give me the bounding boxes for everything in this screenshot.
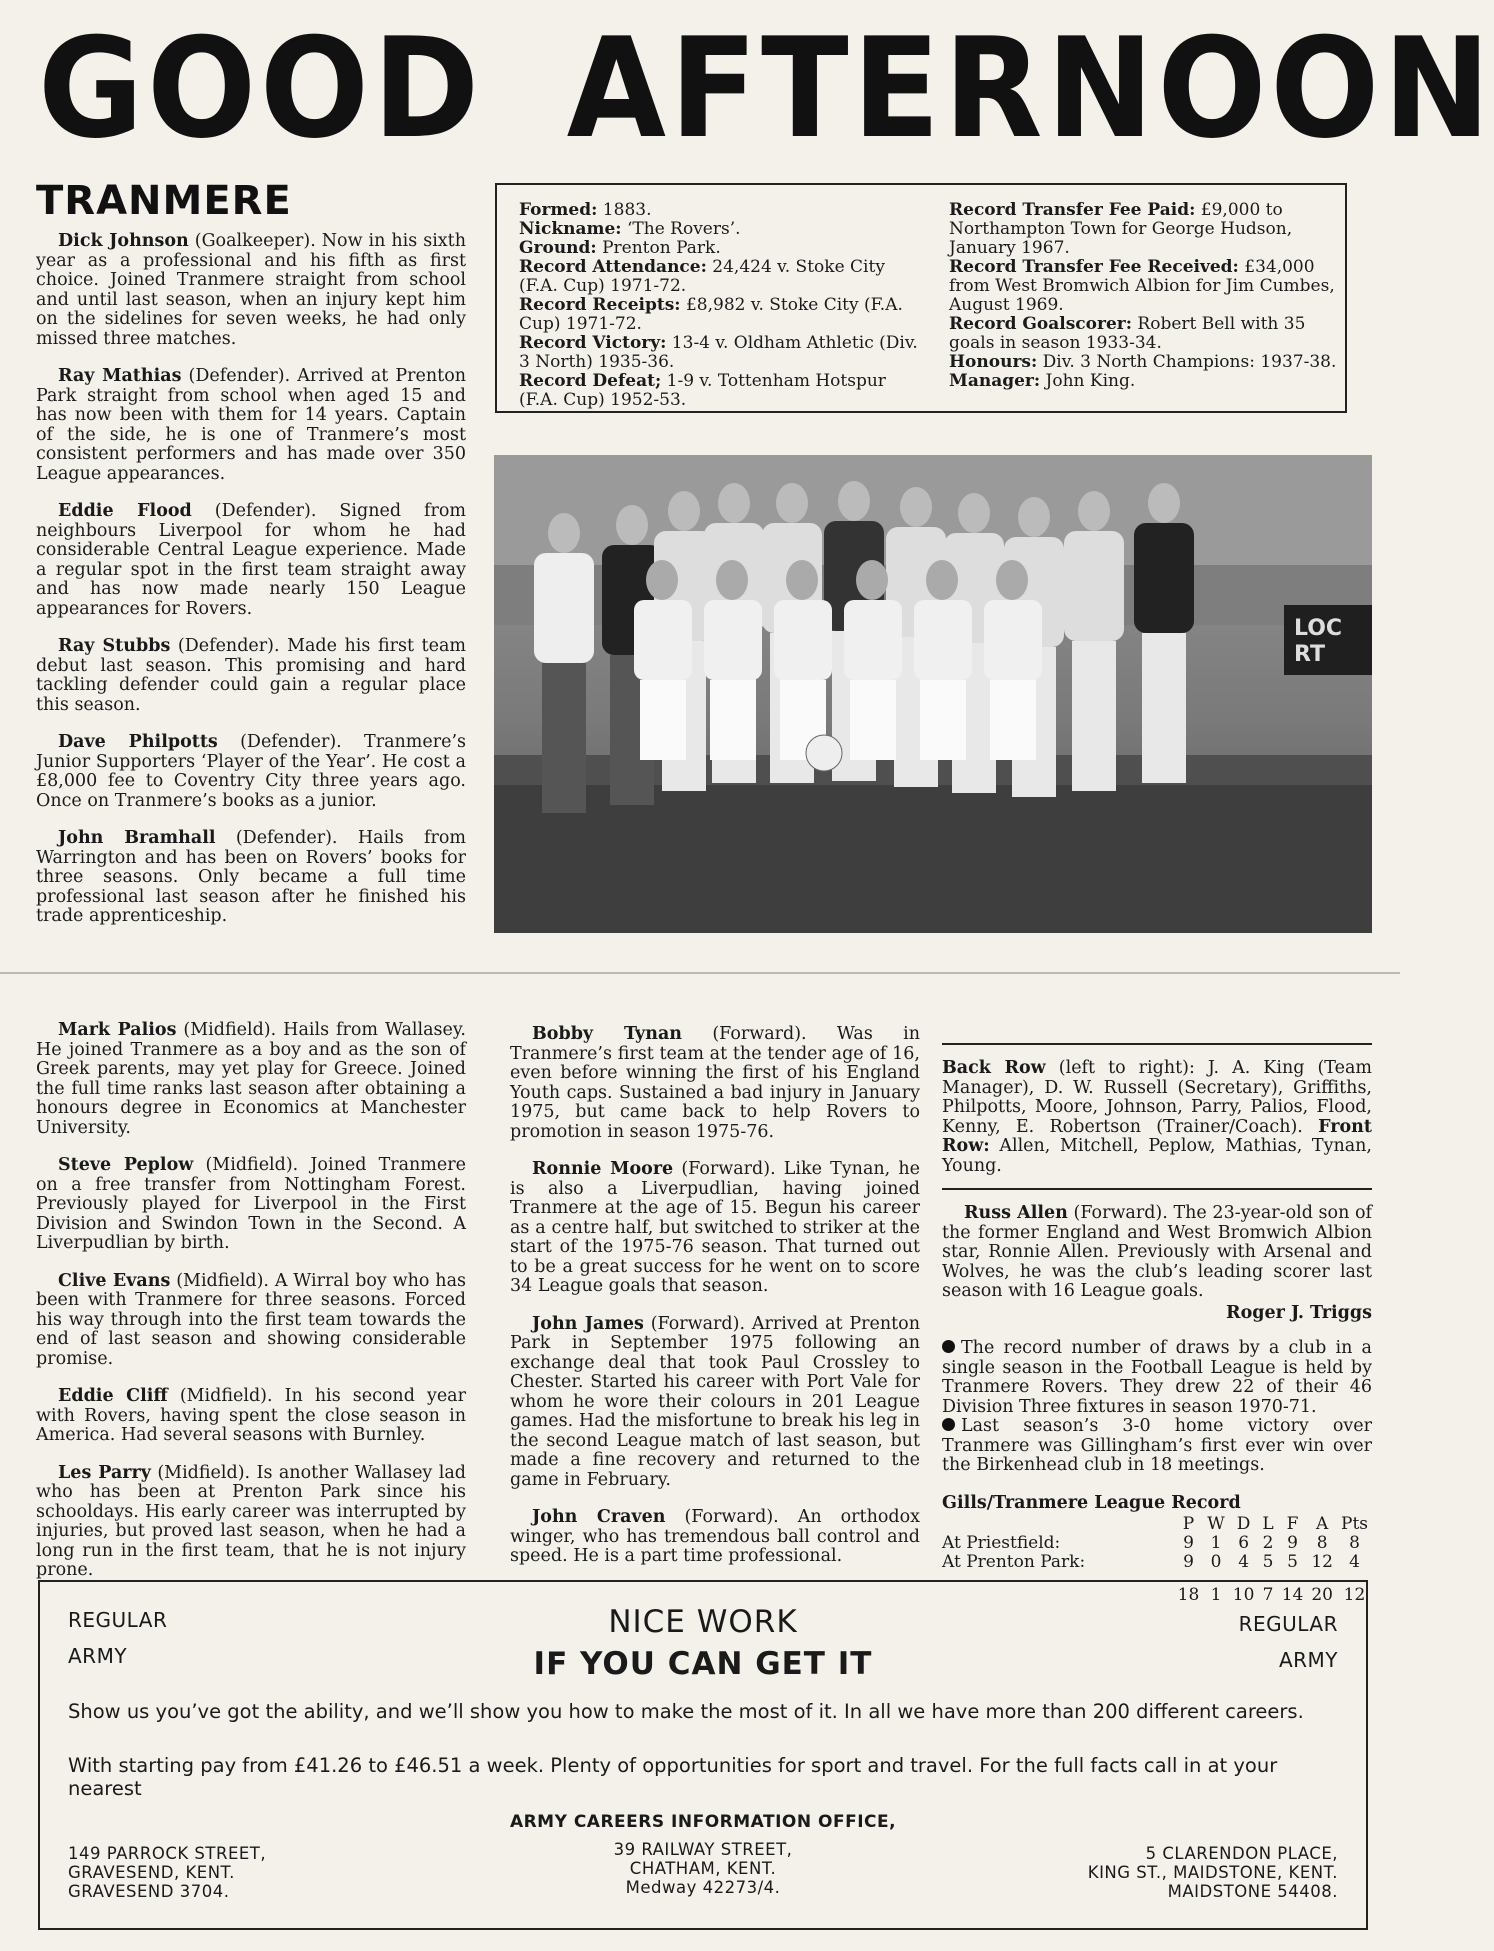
player-name: Ray Stubbs [58,636,171,656]
table-cell: 8 [1316,1533,1328,1553]
players-column-right [942,1035,1372,1605]
player-figure-head [856,560,888,600]
address-line: 5 CLARENDON PLACE, [1145,1844,1338,1863]
fact-value: Div. 3 North Champions: 1937-38. [1037,352,1337,372]
player-name: Les Parry [58,1462,151,1483]
fact-value: Robert Bell with 35 goals in season 1933-34. [949,314,1306,353]
player-text: (Midfield). In his second year with Rovers, having spent the close season in America. Had several seasons with Burnley. [36,1386,466,1445]
player-figure-head [1148,483,1180,523]
fact-label: Record Goalscorer: [949,314,1132,334]
player-bio [36,502,466,619]
table-header-cell: W [1207,1514,1225,1534]
player-text: (Forward). Like Tynan, he is also a Liverpudlian, having joined Tranmere at the age of 15. Begun his career as a centre half, but switched to striker at the start of the 1975-76 season. That turned out to be a great success for he went on to score 34 League goals that season. [510,1159,920,1296]
club-fact [949,353,1339,372]
table-cell: 12 [1311,1552,1333,1572]
player-figure-body [704,600,762,680]
svg-text:RT: RT [1294,642,1325,667]
club-facts-left [519,201,919,410]
club-fact [519,334,919,372]
table-header-cell: A [1316,1514,1329,1534]
ad-headline-1: NICE WORK [608,1604,798,1640]
caption-top-rule [942,1043,1372,1045]
fact-value: 13-4 v. Oldham Athletic (Div. 3 North) 1935-36. [519,333,918,372]
fact-label: Record Transfer Fee Paid: [949,200,1196,220]
headline-word-1: GOOD [38,8,483,169]
player-bio [36,1387,466,1446]
team-photo [494,455,1372,933]
fact-label: Record Receipts: [519,295,681,315]
ad-body-2: With starting pay from £41.26 to £46.51 a week. Plenty of opportunities for sport and travel. For the full facts call in at your nearest [68,1754,1278,1800]
fact-label: Record Transfer Fee Received: [949,257,1239,277]
player-text: (Forward). Arrived at Prenton Park in September 1975 following an exchange deal that took Paul Crossley to Chester. Started his career with Port Vale for whom he wore their colours in 201 League games. Had the misfortune to break his leg in the second League match of last season, but made a fine recovery and returned to the game in February. [510,1313,920,1490]
table-cell: 12 [1343,1585,1366,1605]
table-cell: 18 [1177,1585,1200,1605]
player-figure-body [844,600,902,680]
player-figure-legs [542,663,586,813]
ad-headline-2: IF YOU CAN GET IT [533,1646,873,1682]
player-figure-head [958,493,990,533]
ad-corner-line: ARMY [68,1644,128,1668]
player-figure-head [616,505,648,545]
player-name: Clive Evans [58,1270,171,1291]
player-figure-legs [1142,633,1186,783]
player-name: Mark Palios [58,1020,177,1040]
player-name: Russ Allen [964,1203,1068,1223]
address-line: KING ST., MAIDSTONE, KENT. [1087,1863,1338,1882]
player-bio [510,1160,920,1297]
bullet-icon [942,1340,955,1353]
league-record-title: Gills/Tranmere League Record [942,1492,1241,1513]
table-cell: 1 [1210,1533,1222,1553]
player-text: (Defender). Tranmere’s Junior Supporters ‘Player of the Year’. He cost a £8,000 fee to Coventry City three years ago. Once on Tranmere’s books as a junior. [36,732,466,811]
fact-value: John King. [1040,371,1136,391]
player-bio [942,1204,1372,1302]
player-figure-body [984,600,1042,680]
club-fact [519,296,919,334]
fact-value: 1883. [597,200,652,220]
ad-corner-line: REGULAR [1238,1612,1338,1636]
player-bio [36,1021,466,1138]
player-figure-head [838,481,870,521]
player-figure-legs [640,680,686,760]
player-figure-legs [850,680,896,760]
player-figure-legs [990,680,1036,760]
player-figure-head [668,491,700,531]
caption-front-label: Front Row: [942,1116,1372,1156]
players-column-middle [510,1025,920,1585]
ad-body-1: Show us you’ve got the ability, and we’ll show you how to make the most of it. In all we have more than 200 different careers. [68,1700,1304,1723]
fact-value: £9,000 to Northampton Town for George Hudson, January 1967. [949,200,1293,258]
player-bio [510,1508,920,1567]
table-header-cell [942,1515,1174,1534]
player-bio [510,1315,920,1491]
address-line: MAIDSTONE 54408. [1167,1882,1338,1901]
army-advertisement [38,1580,1368,1930]
club-fact [949,201,1339,258]
player-figure-head [716,560,748,600]
players-column-left-top [36,232,466,945]
table-row-label: At Prenton Park: [942,1552,1086,1572]
player-name: John Craven [532,1507,666,1527]
caption-back-label: Back Row [942,1058,1046,1078]
address-line: 39 RAILWAY STREET, [613,1840,793,1859]
note-text: The record number of draws by a club in a single season in the Football League is held by Tranmere Rovers. They drew 22 of their 46 Division Three fixtures in season 1970-71. [942,1338,1372,1417]
address-line: GRAVESEND, KENT. [68,1863,235,1882]
note-2 [942,1417,1372,1476]
player-figure-body [914,600,972,680]
player-text: (Forward). Was in Tranmere’s first team at the tender age of 16, even before winning the first of his England Youth caps. Sustained a bad injury in January 1975, but came back to help Rovers to promotion in season 1975-76. [510,1024,920,1142]
club-fact [949,315,1339,353]
caption-front-text: Allen, Mitchell, Peplow, Mathias, Tynan, Young. [942,1136,1372,1176]
player-bio [36,733,466,811]
caption-bottom-rule [942,1188,1372,1190]
player-bio [36,1156,466,1254]
table-header-cell: P [1182,1514,1195,1534]
player-bio [36,1464,466,1581]
player-name: Steve Peplow [58,1155,194,1175]
table-cell: 5 [1287,1552,1298,1572]
club-fact [519,220,919,239]
table-cell: 1 [1210,1585,1222,1605]
club-fact [519,258,919,296]
table-header-row [942,1515,1372,1534]
player-figure-head [900,487,932,527]
note-1 [942,1339,1372,1417]
club-fact [519,201,919,220]
team-photo-image [494,455,1372,933]
player-text: (Midfield). Joined Tranmere on a free transfer from Nottingham Forest. Previously played for Liverpool in the First Division and Swindon Town in the Second. A Liverpudlian by birth. [36,1155,466,1253]
player-text: (Midfield). A Wirral boy who has been with Tranmere for three seasons. Forced his way through into the first team towards the end of last season and showing considerable promise. [36,1270,466,1369]
player-figure-head [1078,491,1110,531]
player-figure-head [1018,497,1050,537]
player-figure-head [646,560,678,600]
player-name: John Bramhall [58,828,216,848]
fact-value: ‘The Rovers’. [621,219,741,239]
club-title: TRANMERE [36,178,292,224]
player-name: Dick Johnson [58,231,189,251]
fact-label: Record Victory: [519,333,667,353]
address-line: CHATHAM, KENT. [629,1859,777,1878]
player-bio [36,1272,466,1370]
player-bio [36,232,466,349]
table-header-cell: D [1236,1514,1251,1534]
player-figure-body [1134,523,1194,633]
table-cell: 4 [1238,1552,1250,1572]
table-row-label: At Priestfield: [942,1533,1061,1553]
player-figure-head [786,560,818,600]
table-header-cell: F [1286,1514,1299,1534]
table-cell: 7 [1262,1585,1274,1605]
fact-label: Ground: [519,238,597,258]
player-text: (Defender). Hails from Warrington and has been on Rovers’ books for three seasons. Only became a full time professional last season after he finished his trade apprenticeship. [36,828,466,926]
player-bio [36,367,466,484]
bullet-icon [942,1418,955,1431]
fact-value: Prenton Park. [596,238,721,258]
svg-text:LOC: LOC [1294,616,1343,641]
player-text: (Defender). Made his first team debut last season. This promising and hard tackling defender could gain a regular place this season. [36,636,466,715]
player-name: Bobby Tynan [532,1024,683,1044]
player-figure-body [1064,531,1124,641]
club-facts-box [495,183,1347,413]
ad-office-title: ARMY CAREERS INFORMATION OFFICE, [509,1812,897,1832]
ad-corner-line: REGULAR [68,1608,168,1632]
player-bio [510,1025,920,1142]
player-name: Ray Mathias [58,366,182,386]
player-text: (Defender). Signed from neighbours Liverpool for whom he had considerable Central League experience. Made a regular spot in the first team straight away and has now made nearly 150 League appearances for Rovers. [36,501,466,619]
player-text: (Defender). Arrived at Prenton Park straight from school when aged 15 and has now been with them for 14 years. Captain of the side, he is one of Tranmere’s most consistent performers and has made over 350 League appearances. [36,366,466,484]
player-name: Eddie Cliff [58,1386,168,1406]
table-header-cell: L [1262,1514,1274,1534]
table-cell: 2 [1262,1533,1274,1553]
author-signoff: Roger J. Triggs [1226,1302,1372,1323]
player-bio [36,829,466,927]
ad-corner-line: ARMY [1278,1648,1338,1672]
table-cell: 9 [1183,1552,1194,1572]
player-figure-body [774,600,832,680]
player-figure-head [718,483,750,523]
player-text: (Forward). The 23-year-old son of the former England and West Bromwich Albion star, Ronnie Allen. Previously with Arsenal and Wolves, he was the club’s leading scorer last season with 16 League goals. [942,1203,1373,1301]
players-column-left-bottom [36,1021,466,1599]
address-line: Medway 42273/4. [625,1878,781,1897]
table-cell: 4 [1349,1552,1360,1572]
fact-label: Honours: [949,352,1038,372]
player-text: (Forward). An orthodox winger, who has tremendous ball control and speed. He is a part time professional. [510,1507,920,1566]
fact-label: Nickname: [519,219,622,239]
fact-label: Record Attendance: [519,257,707,277]
table-cell: 14 [1281,1585,1304,1605]
table-cell: 5 [1262,1552,1274,1572]
fact-label: Formed: [519,200,598,220]
table-row [942,1553,1372,1572]
table-cell: 10 [1232,1585,1255,1605]
player-name: Dave Philpotts [58,732,218,752]
fact-value: £34,000 from West Bromwich Albion for Jim Cumbes, August 1969. [949,257,1335,315]
fact-value: £8,982 v. Stoke City (F.A. Cup) 1971-72. [519,295,903,334]
player-text: (Midfield). Hails from Wallasey. He joined Tranmere as a boy and as the son of Greek parents, may yet play for Greece. Joined the full time ranks last season after obtaining a honours degree in Economics at Manchester University. [36,1020,466,1138]
ad-address-maidstone [1088,1844,1338,1901]
player-figure-legs [1072,641,1116,791]
page-fold [0,972,1400,974]
table-cell: 20 [1311,1585,1333,1605]
player-name: Eddie Flood [58,501,192,521]
club-facts-right [949,201,1339,391]
caption-back-text: (left to right): J. A. King (Team Manager), D. W. Russell (Secretary), Griffiths, Philpotts, Moore, Johnson, Parry, Palios, Flood, Kenny, E. Robertson (Trainer/Coach). [942,1058,1372,1137]
player-figure-body [634,600,692,680]
player-name: Ronnie Moore [532,1159,674,1179]
player-figure-legs [920,680,966,760]
table-cell: 9 [1287,1533,1298,1553]
fact-label: Manager: [949,371,1041,391]
player-bio [36,637,466,715]
table-cell: 0 [1210,1552,1222,1572]
fact-value: 24,424 v. Stoke City (F.A. Cup) 1971-72. [519,257,885,296]
table-header-cell: Pts [1341,1514,1368,1534]
player-text: (Midfield). Is another Wallasey lad who has been at Prenton Park since his schooldays. His early career was interrupted by injuries, but proved last season, when he had a long run in the first team, that he is not injury prone. [36,1462,466,1580]
club-fact [949,258,1339,315]
table-cell: 9 [1183,1533,1194,1553]
player-figure-body [534,553,594,663]
player-figure-legs [710,680,756,760]
address-line: 149 PARROCK STREET, [68,1844,267,1863]
table-row [942,1534,1372,1553]
player-name: John James [532,1313,644,1334]
fact-label: Record Defeat; [519,371,662,391]
photo-caption [942,1059,1372,1176]
club-fact [519,372,919,410]
table-cell: 6 [1238,1533,1250,1553]
headline [38,8,1494,169]
club-fact [949,372,1339,391]
player-figure-head [996,560,1028,600]
club-fact [519,239,919,258]
fact-value: 1-9 v. Tottenham Hotspur (F.A. Cup) 1952-53. [519,371,886,410]
player-figure-head [776,483,808,523]
player-figure-head [926,560,958,600]
address-line: GRAVESEND 3704. [68,1882,230,1901]
headline-word-2: AFTERNOON [566,8,1494,169]
note-text: Last season’s 3-0 home victory over Tranmere was Gillingham’s first ever win over the Birkenhead club in 18 meetings. [942,1416,1372,1475]
table-cell: 8 [1349,1533,1360,1553]
player-text: (Goalkeeper). Now in his sixth year as a professional and his fifth as first choice. Joined Tranmere straight from school and until last season, when an injury kept him on the sidelines for seven weeks, he had only missed three matches. [36,231,466,349]
player-figure-head [548,513,580,553]
